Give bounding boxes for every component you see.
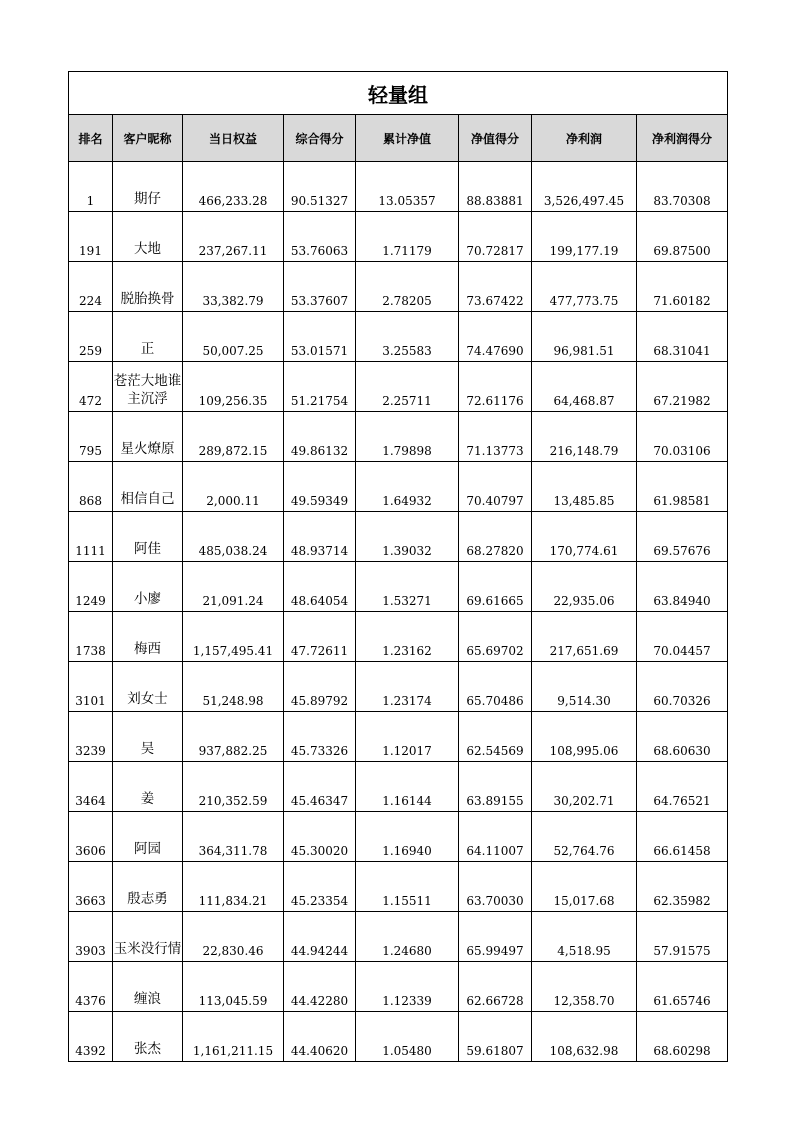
net-profit-cell: 96,981.51 bbox=[532, 312, 637, 362]
net-profit-cell: 108,632.98 bbox=[532, 1012, 637, 1062]
table-body bbox=[69, 162, 728, 1062]
net-profit-score-cell: 83.70308 bbox=[637, 162, 728, 212]
net-profit-cell: 15,017.68 bbox=[532, 862, 637, 912]
rank-cell: 1111 bbox=[69, 512, 113, 562]
rank-cell: 259 bbox=[69, 312, 113, 362]
net-profit-cell: 108,995.06 bbox=[532, 712, 637, 762]
net-value-cell: 1.53271 bbox=[356, 562, 459, 612]
leaderboard-sheet bbox=[68, 71, 727, 1062]
header-row bbox=[69, 115, 728, 162]
equity-cell: 51,248.98 bbox=[183, 662, 284, 712]
net-value-cell: 1.23162 bbox=[356, 612, 459, 662]
net-profit-score-cell: 71.60182 bbox=[637, 262, 728, 312]
rank-cell: 1249 bbox=[69, 562, 113, 612]
net-profit-score-cell: 69.87500 bbox=[637, 212, 728, 262]
nickname-cell: 吴 bbox=[113, 712, 183, 762]
net-profit-cell: 3,526,497.45 bbox=[532, 162, 637, 212]
net-value-cell: 2.78205 bbox=[356, 262, 459, 312]
net-profit-score-cell: 68.31041 bbox=[637, 312, 728, 362]
net-value-score-cell: 62.66728 bbox=[459, 962, 532, 1012]
rank-cell: 472 bbox=[69, 362, 113, 412]
net-profit-score-cell: 62.35982 bbox=[637, 862, 728, 912]
rank-cell: 4376 bbox=[69, 962, 113, 1012]
net-profit-score-cell: 68.60298 bbox=[637, 1012, 728, 1062]
equity-cell: 109,256.35 bbox=[183, 362, 284, 412]
rank-cell: 224 bbox=[69, 262, 113, 312]
table-row bbox=[69, 762, 728, 812]
net-value-cell: 1.05480 bbox=[356, 1012, 459, 1062]
nickname-cell: 刘女士 bbox=[113, 662, 183, 712]
nickname-cell: 正 bbox=[113, 312, 183, 362]
score-cell: 44.42280 bbox=[284, 962, 356, 1012]
net-value-score-cell: 88.83881 bbox=[459, 162, 532, 212]
net-value-cell: 1.16144 bbox=[356, 762, 459, 812]
net-profit-cell: 170,774.61 bbox=[532, 512, 637, 562]
table-title: 轻量组 bbox=[69, 72, 728, 115]
equity-cell: 237,267.11 bbox=[183, 212, 284, 262]
equity-cell: 21,091.24 bbox=[183, 562, 284, 612]
score-cell: 48.93714 bbox=[284, 512, 356, 562]
header-score: 综合得分 bbox=[284, 115, 356, 162]
equity-cell: 1,161,211.15 bbox=[183, 1012, 284, 1062]
header-net-value-score: 净值得分 bbox=[459, 115, 532, 162]
nickname-cell: 张杰 bbox=[113, 1012, 183, 1062]
score-cell: 45.73326 bbox=[284, 712, 356, 762]
nickname-cell: 期仔 bbox=[113, 162, 183, 212]
score-cell: 49.86132 bbox=[284, 412, 356, 462]
nickname-cell: 脱胎换骨 bbox=[113, 262, 183, 312]
nickname-cell: 阿佳 bbox=[113, 512, 183, 562]
net-profit-score-cell: 70.04457 bbox=[637, 612, 728, 662]
rank-cell: 3903 bbox=[69, 912, 113, 962]
net-value-score-cell: 65.69702 bbox=[459, 612, 532, 662]
table-row bbox=[69, 712, 728, 762]
net-value-score-cell: 59.61807 bbox=[459, 1012, 532, 1062]
net-profit-score-cell: 61.65746 bbox=[637, 962, 728, 1012]
nickname-cell: 苍茫大地谁主沉浮 bbox=[113, 362, 183, 412]
table-row bbox=[69, 912, 728, 962]
rank-cell: 191 bbox=[69, 212, 113, 262]
nickname-cell: 星火燎原 bbox=[113, 412, 183, 462]
table-row bbox=[69, 962, 728, 1012]
equity-cell: 113,045.59 bbox=[183, 962, 284, 1012]
net-value-score-cell: 63.70030 bbox=[459, 862, 532, 912]
net-value-score-cell: 69.61665 bbox=[459, 562, 532, 612]
table-row bbox=[69, 862, 728, 912]
score-cell: 44.40620 bbox=[284, 1012, 356, 1062]
rank-cell: 795 bbox=[69, 412, 113, 462]
rank-cell: 3464 bbox=[69, 762, 113, 812]
nickname-cell: 玉米没行情 bbox=[113, 912, 183, 962]
net-value-cell: 13.05357 bbox=[356, 162, 459, 212]
equity-cell: 937,882.25 bbox=[183, 712, 284, 762]
equity-cell: 289,872.15 bbox=[183, 412, 284, 462]
net-profit-score-cell: 66.61458 bbox=[637, 812, 728, 862]
header-net-value: 累计净值 bbox=[356, 115, 459, 162]
net-value-score-cell: 72.61176 bbox=[459, 362, 532, 412]
score-cell: 90.51327 bbox=[284, 162, 356, 212]
net-profit-cell: 52,764.76 bbox=[532, 812, 637, 862]
net-profit-cell: 4,518.95 bbox=[532, 912, 637, 962]
net-value-cell: 1.15511 bbox=[356, 862, 459, 912]
equity-cell: 22,830.46 bbox=[183, 912, 284, 962]
table-row bbox=[69, 412, 728, 462]
net-value-score-cell: 63.89155 bbox=[459, 762, 532, 812]
table-row bbox=[69, 562, 728, 612]
net-profit-cell: 64,468.87 bbox=[532, 362, 637, 412]
rank-cell: 3606 bbox=[69, 812, 113, 862]
header-net-profit-score: 净利润得分 bbox=[637, 115, 728, 162]
equity-cell: 1,157,495.41 bbox=[183, 612, 284, 662]
header-equity: 当日权益 bbox=[183, 115, 284, 162]
net-value-score-cell: 70.40797 bbox=[459, 462, 532, 512]
table-row bbox=[69, 262, 728, 312]
table-row bbox=[69, 462, 728, 512]
net-profit-score-cell: 63.84940 bbox=[637, 562, 728, 612]
net-value-score-cell: 71.13773 bbox=[459, 412, 532, 462]
score-cell: 53.76063 bbox=[284, 212, 356, 262]
net-profit-cell: 9,514.30 bbox=[532, 662, 637, 712]
net-profit-score-cell: 64.76521 bbox=[637, 762, 728, 812]
score-cell: 47.72611 bbox=[284, 612, 356, 662]
net-profit-score-cell: 70.03106 bbox=[637, 412, 728, 462]
net-value-score-cell: 73.67422 bbox=[459, 262, 532, 312]
table-row bbox=[69, 662, 728, 712]
table-row bbox=[69, 212, 728, 262]
net-value-score-cell: 65.99497 bbox=[459, 912, 532, 962]
table-row bbox=[69, 312, 728, 362]
nickname-cell: 姜 bbox=[113, 762, 183, 812]
equity-cell: 364,311.78 bbox=[183, 812, 284, 862]
net-value-cell: 1.24680 bbox=[356, 912, 459, 962]
net-value-cell: 1.12017 bbox=[356, 712, 459, 762]
net-profit-cell: 30,202.71 bbox=[532, 762, 637, 812]
net-profit-score-cell: 60.70326 bbox=[637, 662, 728, 712]
score-cell: 51.21754 bbox=[284, 362, 356, 412]
score-cell: 45.89792 bbox=[284, 662, 356, 712]
net-profit-cell: 199,177.19 bbox=[532, 212, 637, 262]
net-value-score-cell: 70.72817 bbox=[459, 212, 532, 262]
net-value-score-cell: 65.70486 bbox=[459, 662, 532, 712]
equity-cell: 33,382.79 bbox=[183, 262, 284, 312]
rank-cell: 3663 bbox=[69, 862, 113, 912]
equity-cell: 111,834.21 bbox=[183, 862, 284, 912]
header-net-profit: 净利润 bbox=[532, 115, 637, 162]
score-cell: 45.46347 bbox=[284, 762, 356, 812]
equity-cell: 50,007.25 bbox=[183, 312, 284, 362]
table-row bbox=[69, 812, 728, 862]
net-profit-cell: 216,148.79 bbox=[532, 412, 637, 462]
net-value-score-cell: 68.27820 bbox=[459, 512, 532, 562]
rank-cell: 1738 bbox=[69, 612, 113, 662]
net-profit-cell: 12,358.70 bbox=[532, 962, 637, 1012]
net-profit-score-cell: 57.91575 bbox=[637, 912, 728, 962]
table-row bbox=[69, 612, 728, 662]
net-profit-cell: 22,935.06 bbox=[532, 562, 637, 612]
header-nickname: 客户昵称 bbox=[113, 115, 183, 162]
net-profit-cell: 477,773.75 bbox=[532, 262, 637, 312]
header-rank: 排名 bbox=[69, 115, 113, 162]
net-profit-cell: 217,651.69 bbox=[532, 612, 637, 662]
table-row bbox=[69, 162, 728, 212]
net-value-cell: 1.71179 bbox=[356, 212, 459, 262]
table-row bbox=[69, 362, 728, 412]
nickname-cell: 大地 bbox=[113, 212, 183, 262]
nickname-cell: 阿园 bbox=[113, 812, 183, 862]
nickname-cell: 梅西 bbox=[113, 612, 183, 662]
rank-cell: 4392 bbox=[69, 1012, 113, 1062]
net-value-score-cell: 62.54569 bbox=[459, 712, 532, 762]
ranking-table bbox=[68, 71, 728, 1062]
score-cell: 45.23354 bbox=[284, 862, 356, 912]
nickname-cell: 殷志勇 bbox=[113, 862, 183, 912]
score-cell: 45.30020 bbox=[284, 812, 356, 862]
rank-cell: 3101 bbox=[69, 662, 113, 712]
net-profit-score-cell: 61.98581 bbox=[637, 462, 728, 512]
net-value-cell: 1.16940 bbox=[356, 812, 459, 862]
net-value-cell: 1.12339 bbox=[356, 962, 459, 1012]
score-cell: 49.59349 bbox=[284, 462, 356, 512]
net-value-cell: 3.25583 bbox=[356, 312, 459, 362]
equity-cell: 2,000.11 bbox=[183, 462, 284, 512]
equity-cell: 485,038.24 bbox=[183, 512, 284, 562]
score-cell: 44.94244 bbox=[284, 912, 356, 962]
rank-cell: 868 bbox=[69, 462, 113, 512]
equity-cell: 466,233.28 bbox=[183, 162, 284, 212]
net-profit-score-cell: 67.21982 bbox=[637, 362, 728, 412]
net-value-cell: 1.39032 bbox=[356, 512, 459, 562]
net-profit-score-cell: 69.57676 bbox=[637, 512, 728, 562]
rank-cell: 1 bbox=[69, 162, 113, 212]
table-row bbox=[69, 512, 728, 562]
net-profit-cell: 13,485.85 bbox=[532, 462, 637, 512]
net-profit-score-cell: 68.60630 bbox=[637, 712, 728, 762]
net-value-cell: 2.25711 bbox=[356, 362, 459, 412]
net-value-score-cell: 74.47690 bbox=[459, 312, 532, 362]
net-value-cell: 1.23174 bbox=[356, 662, 459, 712]
net-value-cell: 1.79898 bbox=[356, 412, 459, 462]
score-cell: 48.64054 bbox=[284, 562, 356, 612]
net-value-score-cell: 64.11007 bbox=[459, 812, 532, 862]
score-cell: 53.37607 bbox=[284, 262, 356, 312]
nickname-cell: 相信自己 bbox=[113, 462, 183, 512]
nickname-cell: 小廖 bbox=[113, 562, 183, 612]
equity-cell: 210,352.59 bbox=[183, 762, 284, 812]
score-cell: 53.01571 bbox=[284, 312, 356, 362]
table-row bbox=[69, 1012, 728, 1062]
nickname-cell: 缠浪 bbox=[113, 962, 183, 1012]
rank-cell: 3239 bbox=[69, 712, 113, 762]
net-value-cell: 1.64932 bbox=[356, 462, 459, 512]
